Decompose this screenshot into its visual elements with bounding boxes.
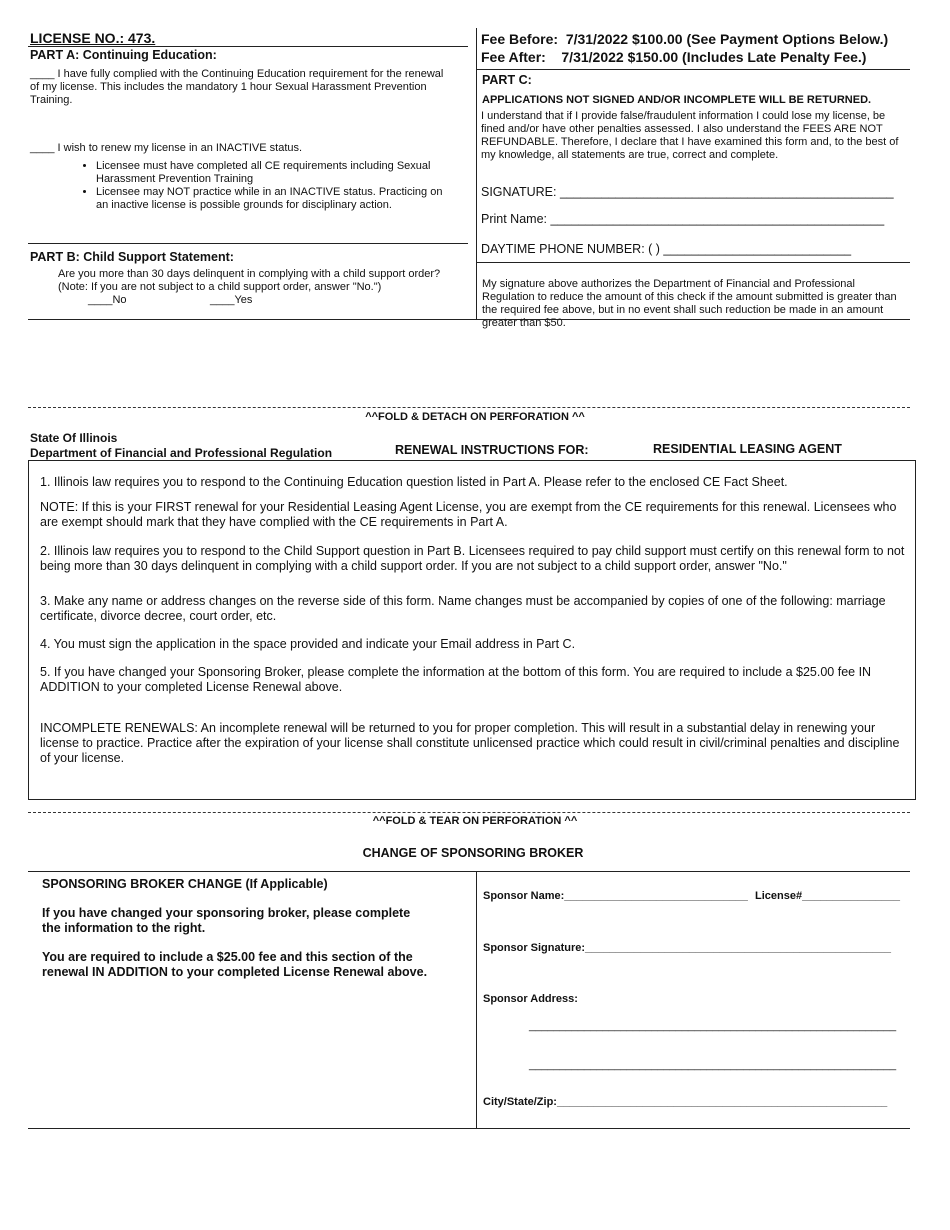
part-a-bullets xyxy=(76,160,446,212)
instruction-1: 1. Illinois law requires you to respond to the Continuing Education question listed in Part A. Please refer to the enclosed CE Fact Sheet. xyxy=(40,475,788,489)
fee-before xyxy=(481,31,888,47)
sponsor-address-label: Sponsor Address: xyxy=(483,993,578,1005)
fee-after-label: Fee After: xyxy=(481,49,546,65)
perforation-line xyxy=(28,407,910,408)
state-name: State Of Illinois xyxy=(30,431,118,445)
renewal-instructions-label: RENEWAL INSTRUCTIONS FOR: xyxy=(395,443,589,457)
broker-left-title: SPONSORING BROKER CHANGE (If Applicable) xyxy=(42,877,328,891)
sponsor-name-field[interactable]: Sponsor Name:______________________________ xyxy=(483,890,748,902)
part-a-inactive[interactable]: ____ I wish to renew my license in an INACTIVE status. xyxy=(30,142,303,154)
part-c-title: PART C: xyxy=(482,73,532,87)
broker-left-p1: If you have changed your sponsoring broker, please complete the information to the right. xyxy=(42,906,411,935)
part-a-bullet: • Licensee may NOT practice while in an INACTIVE status. Practicing on an inactive license is possible grounds for disciplinary action. xyxy=(96,186,446,212)
perforation-line xyxy=(28,812,910,813)
license-number: LICENSE NO.: 473. xyxy=(30,30,156,46)
daytime-phone-field[interactable]: DAYTIME PHONE NUMBER: ( ) ___________________________ xyxy=(481,242,852,256)
sponsor-signature-field[interactable]: Sponsor Signature:__________________________________________________ xyxy=(483,942,891,954)
part-b-yes[interactable]: ____Yes xyxy=(210,294,253,306)
instruction-note: NOTE: If this is your FIRST renewal for your Residential Leasing Agent License, you are exempt from the CE requirements for this renewal. Licensees who are exempt should mark that they have complied with the CE requirements in Part A. xyxy=(40,500,897,529)
fee-after xyxy=(481,49,866,65)
fee-before-text: 7/31/2022 $100.00 (See Payment Options Below.) xyxy=(565,31,889,47)
sponsor-address-line-2[interactable]: ____________________________________________________________ xyxy=(529,1059,897,1071)
department-name: Department of Financial and Professional Regulation xyxy=(30,446,333,460)
print-name-field[interactable]: Print Name: ________________________________________________ xyxy=(481,212,885,226)
part-a-bullet: • Licensee must have completed all CE requirements including Sexual Harassment Prevention Training xyxy=(96,160,446,186)
part-c-warning: APPLICATIONS NOT SIGNED AND/OR INCOMPLETE WILL BE RETURNED. xyxy=(482,94,872,106)
fee-before-label: Fee Before: xyxy=(481,31,559,47)
part-c-statement: I understand that if I provide false/fraudulent information I could lose my license, be fined and/or have other penalties assessed. I also understand the FEES ARE NOT REFUNDABLE. Therefore, I declare that I have examined this form and, to the best of my knowledge, all statements are true, correct and complete. xyxy=(481,110,899,161)
fold-tear-label: ^^FOLD & TEAR ON PERFORATION ^^ xyxy=(372,815,578,827)
signature-field[interactable]: SIGNATURE: ________________________________________________ xyxy=(481,185,894,199)
part-b-title: PART B: Child Support Statement: xyxy=(30,250,234,264)
instruction-2: 2. Illinois law requires you to respond to the Child Support question in Part B. Licensees required to pay child support must certify on this renewal form to not being more than 30 days delinquent in complying with a child support order. If you are not subject to a child support order, answer "No." xyxy=(40,544,905,573)
fee-after-text: 7/31/2022 $150.00 (Includes Late Penalty Fee.) xyxy=(561,49,867,65)
broker-left-p2: You are required to include a $25.00 fee and this section of the renewal IN ADDITION to your completed License Renewal above. xyxy=(42,950,428,979)
part-b-no[interactable]: ____No xyxy=(88,294,127,306)
part-a-title: PART A: Continuing Education: xyxy=(30,48,217,62)
part-b-question: Are you more than 30 days delinquent in complying with a child support order? (Note: If you are not subject to a child support order, answer "No.") xyxy=(58,268,441,293)
sponsor-address-line-1[interactable]: ____________________________________________________________ xyxy=(529,1020,897,1032)
sponsor-license-field[interactable]: License#________________ xyxy=(755,890,900,902)
city-state-zip-field[interactable]: City/State/Zip:______________________________________________________ xyxy=(483,1096,888,1108)
broker-heading: CHANGE OF SPONSORING BROKER xyxy=(362,846,584,860)
part-a-ce-complied[interactable]: ____ I have fully complied with the Continuing Education requirement for the renewal of my license. This includes the mandatory 1 hour Sexual Harassment Prevention Training. xyxy=(30,68,444,106)
fold-detach-label: ^^FOLD & DETACH ON PERFORATION ^^ xyxy=(365,411,585,423)
instruction-5: 5. If you have changed your Sponsoring Broker, please complete the information at the bottom of this form. You are required to include a $25.00 fee IN ADDITION to your completed License Renewal above. xyxy=(40,665,872,694)
instruction-3: 3. Make any name or address changes on the reverse side of this form. Name changes must be accompanied by copies of one of the following: marriage certificate, divorce decree, court order, etc. xyxy=(40,594,886,623)
instruction-incomplete: INCOMPLETE RENEWALS: An incomplete renewal will be returned to you for proper completion. This will result in a substantial delay in renewing your license to practice. Practice after the expiration of your license shall constitute unlicensed practice which could result in civil/criminal penalties and discipline of your license. xyxy=(40,721,900,765)
part-c-authorization: My signature above authorizes the Department of Financial and Professional Regulation to reduce the amount of this check if the amount submitted is greater than the required fee above, but in no event shall such reduction be made in an amount greater than $50. xyxy=(482,278,897,329)
instruction-4: 4. You must sign the application in the space provided and indicate your Email address in Part C. xyxy=(40,637,576,651)
license-type: RESIDENTIAL LEASING AGENT xyxy=(653,442,842,456)
